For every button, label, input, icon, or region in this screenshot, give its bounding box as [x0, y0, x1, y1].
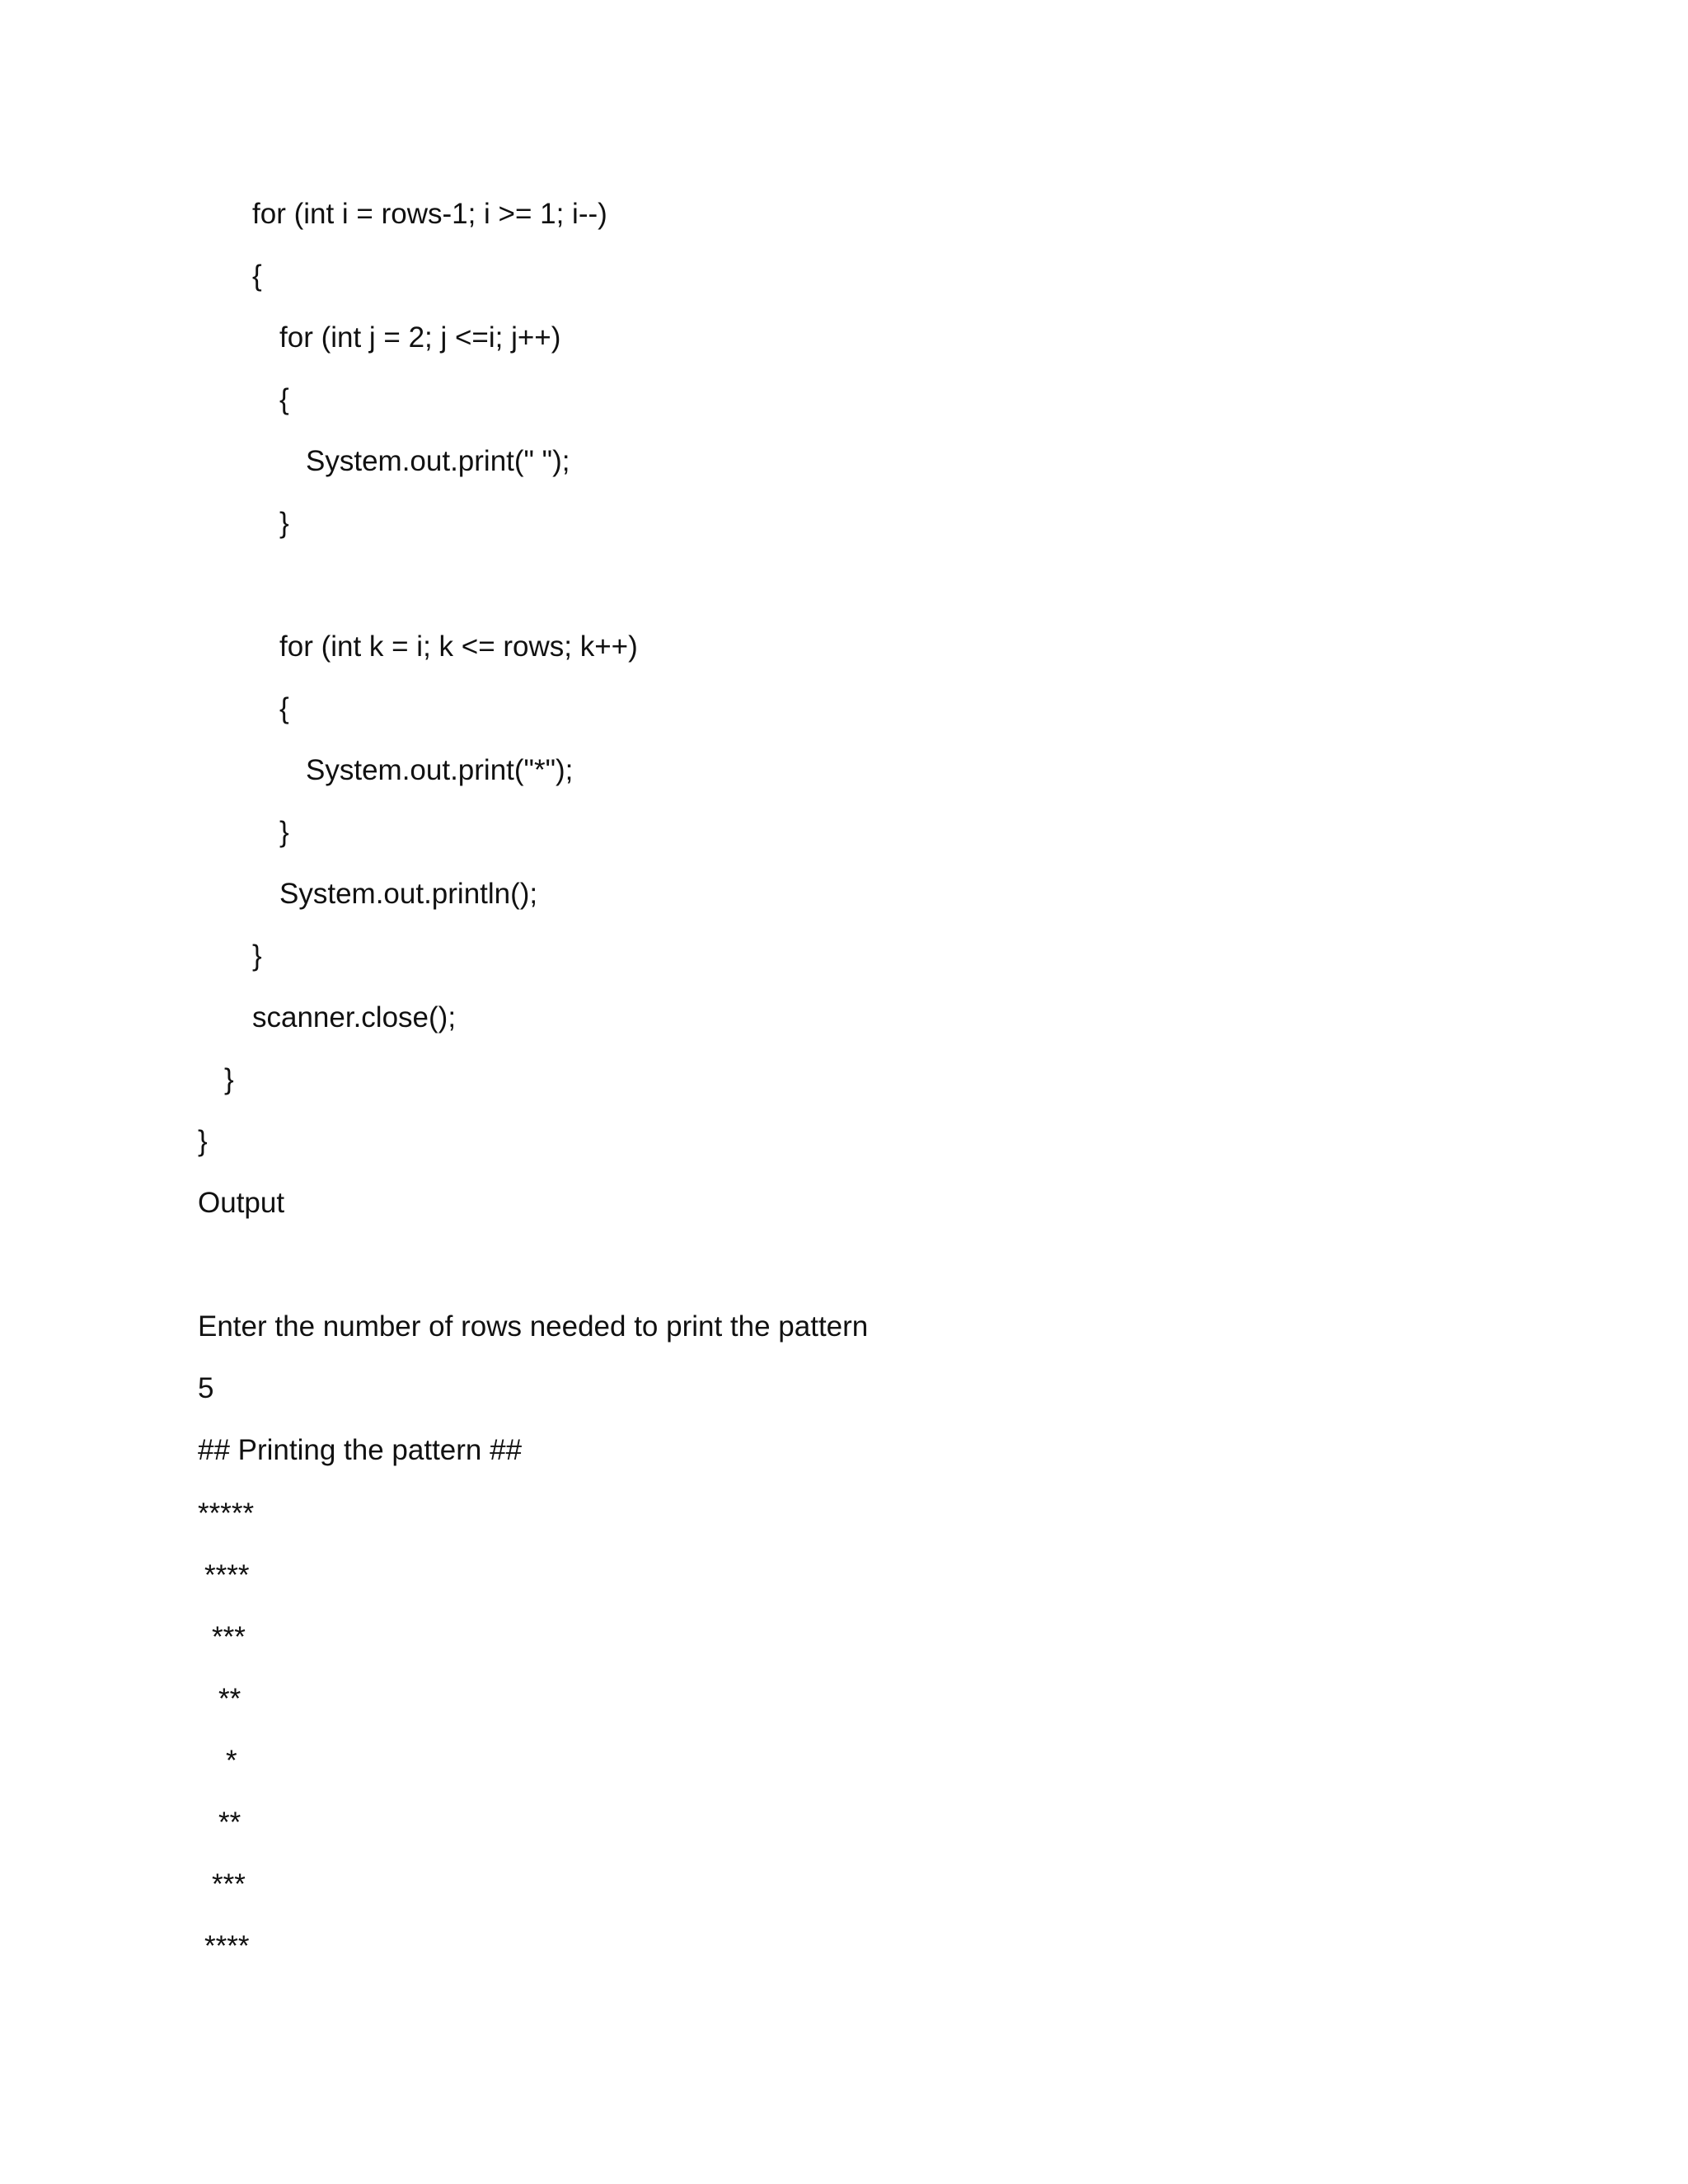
output-line: Enter the number of rows needed to print the pattern	[198, 1310, 869, 1343]
output-line: **	[218, 1807, 241, 1839]
code-line: System.out.print("*");	[306, 754, 574, 786]
output-line: 5	[198, 1372, 214, 1404]
code-line: }	[279, 816, 289, 848]
code-line: }	[252, 940, 262, 972]
code-line: {	[279, 692, 289, 724]
output-line: ## Printing the pattern ##	[198, 1434, 523, 1466]
output-line: ***	[212, 1621, 246, 1653]
code-line: for (int k = i; k <= rows; k++)	[279, 630, 638, 663]
code-line: for (int j = 2; j <=i; j++)	[279, 321, 561, 354]
output-line: ***	[212, 1868, 246, 1900]
output-line: ****	[204, 1559, 250, 1591]
code-line: System.out.println();	[279, 878, 538, 910]
output-line: ****	[204, 1930, 250, 1962]
output-line: *	[226, 1745, 237, 1777]
code-line: {	[279, 383, 289, 415]
output-heading: Output	[198, 1187, 285, 1219]
code-line: }	[279, 507, 289, 539]
code-line: {	[252, 260, 262, 292]
code-line: }	[198, 1125, 208, 1157]
code-line: System.out.print(" ");	[306, 445, 570, 477]
code-line: }	[224, 1063, 234, 1095]
output-line: **	[218, 1683, 241, 1715]
code-line: scanner.close();	[252, 1001, 457, 1033]
output-line: *****	[198, 1497, 255, 1530]
code-line: for (int i = rows-1; i >= 1; i--)	[252, 198, 607, 230]
